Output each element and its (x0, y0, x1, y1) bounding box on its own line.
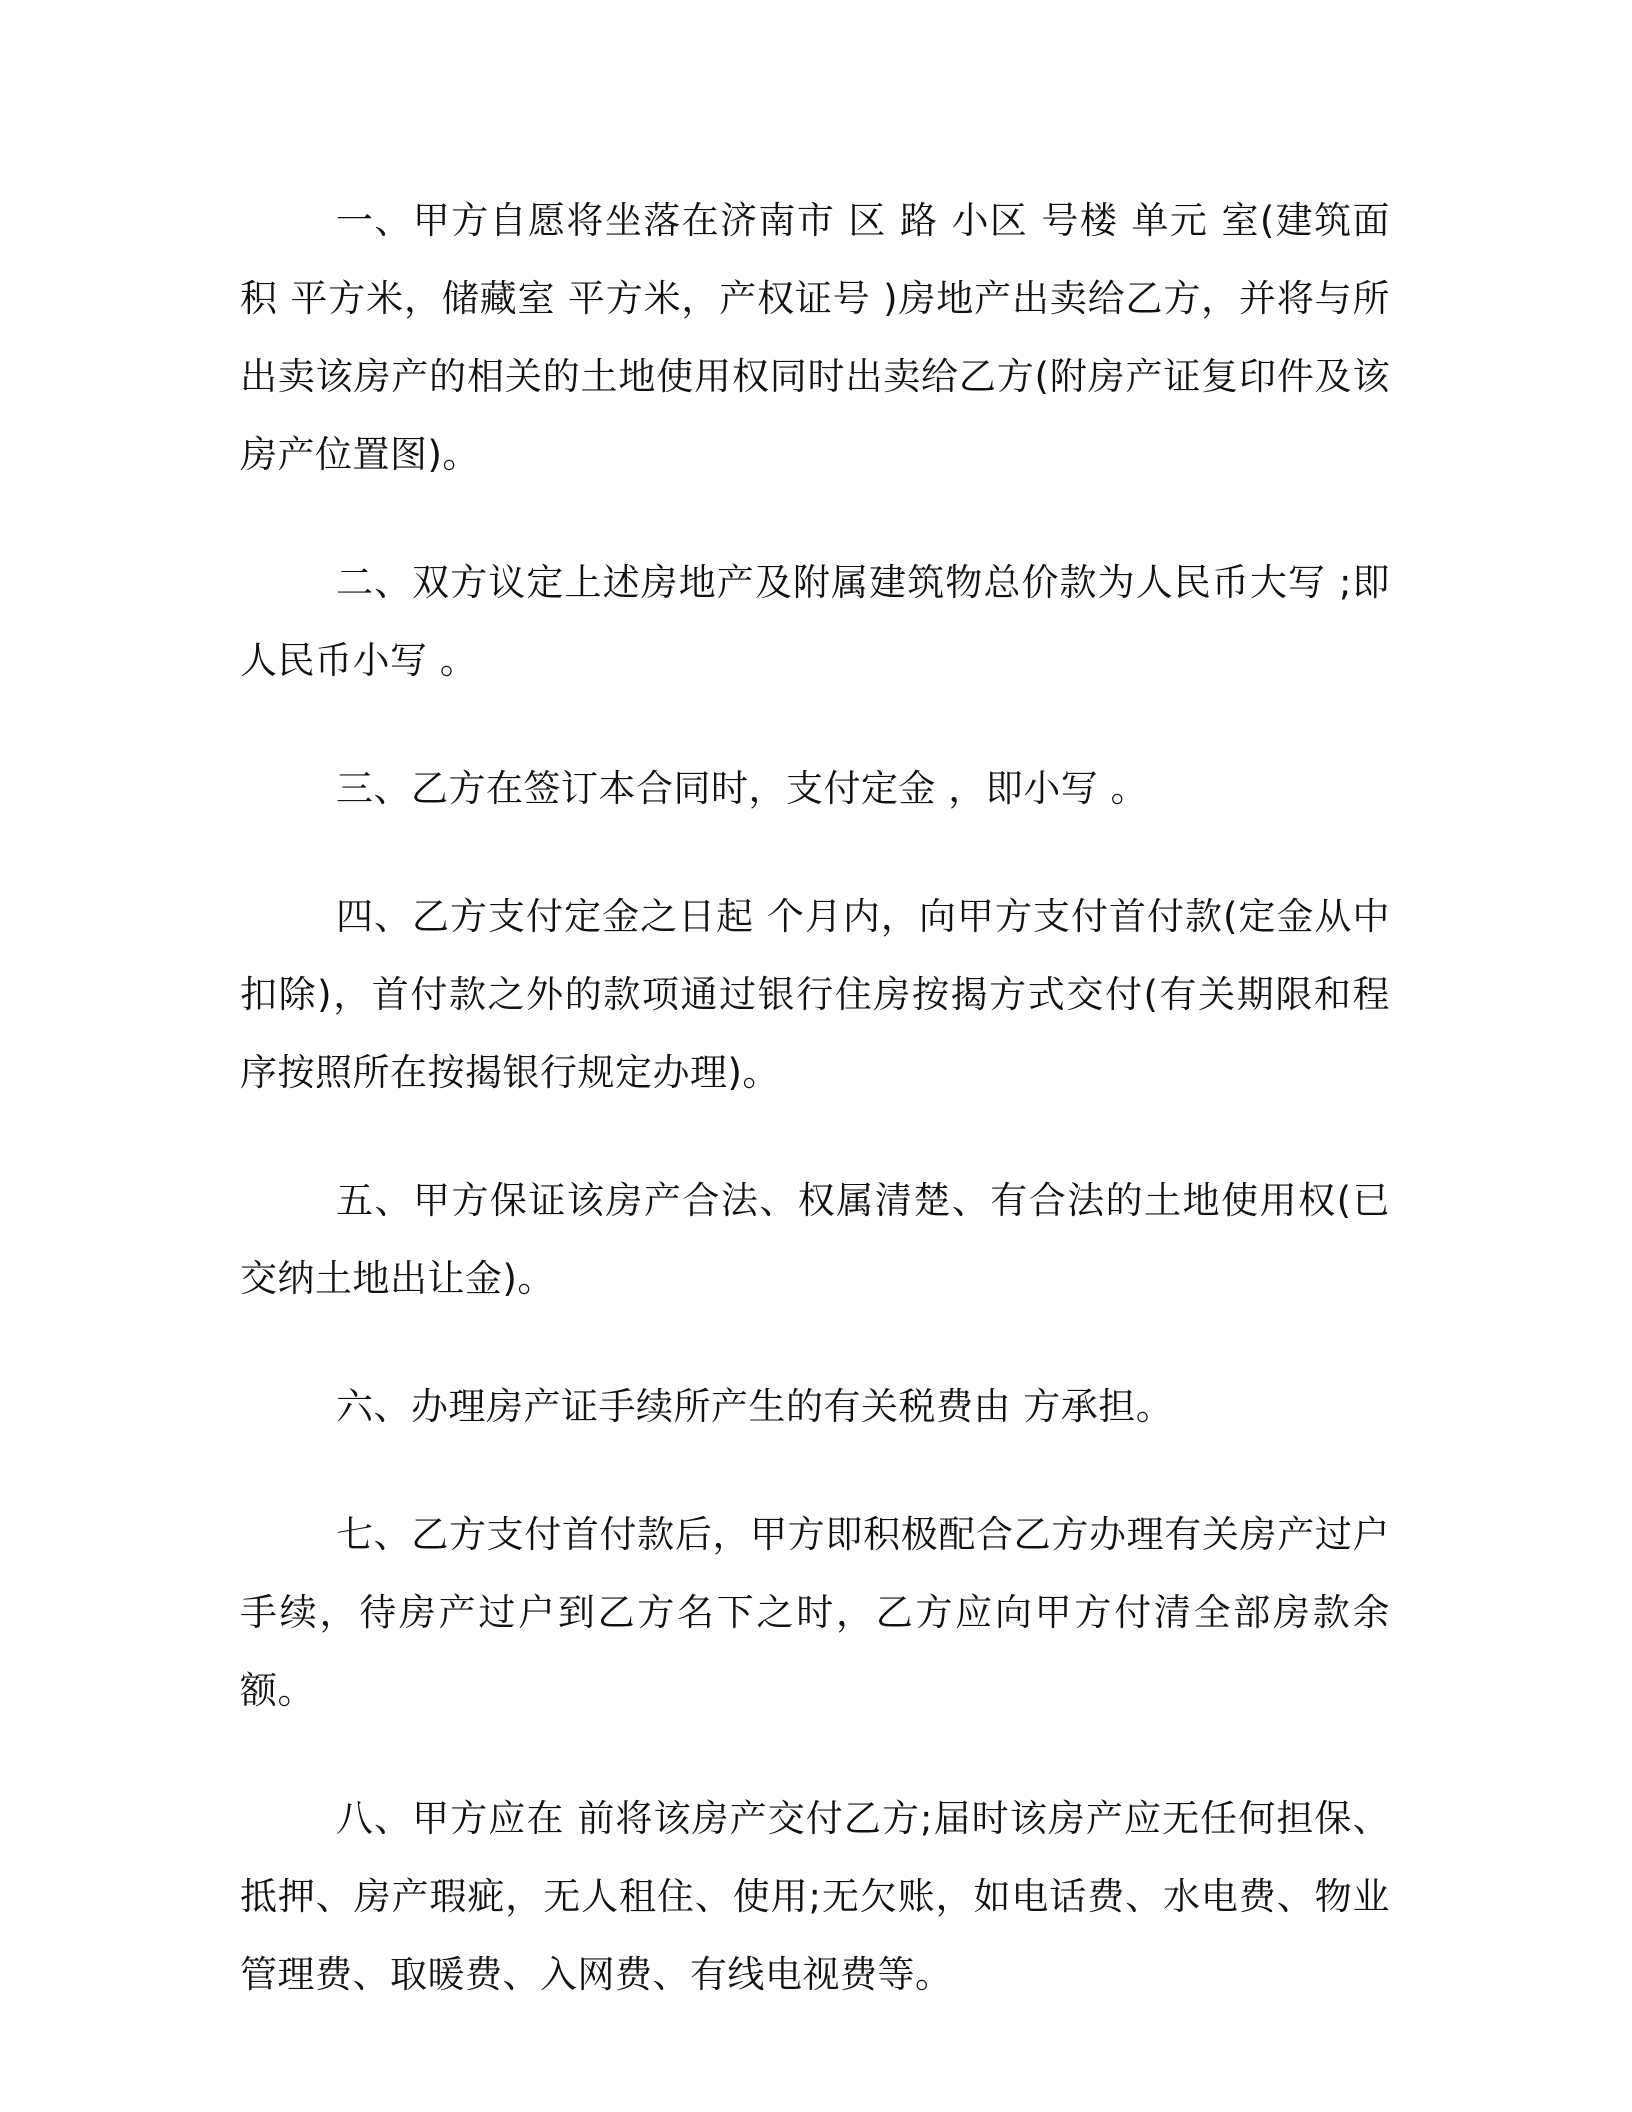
clause-1: 一、甲方自愿将坐落在济南市 区 路 小区 号楼 单元 室(建筑面积 平方米，储藏室 平方米，产权证号 )房地产出卖给乙方，并将与所出卖该房产的相关的土地使用权同时出卖给乙方(附房产证复印件及该房产位置图)。 (240, 199, 1390, 476)
clause-7: 七、乙方支付首付款后，甲方即积极配合乙方办理有关房产过户手续，待房产过户到乙方名下之时，乙方应向甲方付清全部房款余额。 (240, 1513, 1390, 1712)
clause-8: 八、甲方应在 前将该房产交付乙方;届时该房产应无任何担保、抵押、房产瑕疵，无人租住、使用;无欠账，如电话费、水电费、物业管理费、取暖费、入网费、有线电视费等。 (240, 1797, 1390, 1996)
clause-5: 五、甲方保证该房产合法、权属清楚、有合法的土地使用权(已交纳土地出让金)。 (240, 1179, 1390, 1300)
clause-3: 三、乙方在签订本合同时，支付定金 ，即小写 。 (336, 767, 1149, 810)
contract-body (240, 182, 1390, 2064)
clause-4: 四、乙方支付定金之日起 个月内，向甲方支付首付款(定金从中扣除)，首付款之外的款项通过银行住房按揭方式交付(有关期限和程序按照所在按揭银行规定办理)。 (240, 895, 1390, 1094)
clause-2: 二、双方议定上述房地产及附属建筑物总价款为人民币大写 ;即人民币小写 。 (240, 561, 1390, 682)
clause-6: 六、办理房产证手续所产生的有关税费由 方承担。 (336, 1385, 1174, 1428)
